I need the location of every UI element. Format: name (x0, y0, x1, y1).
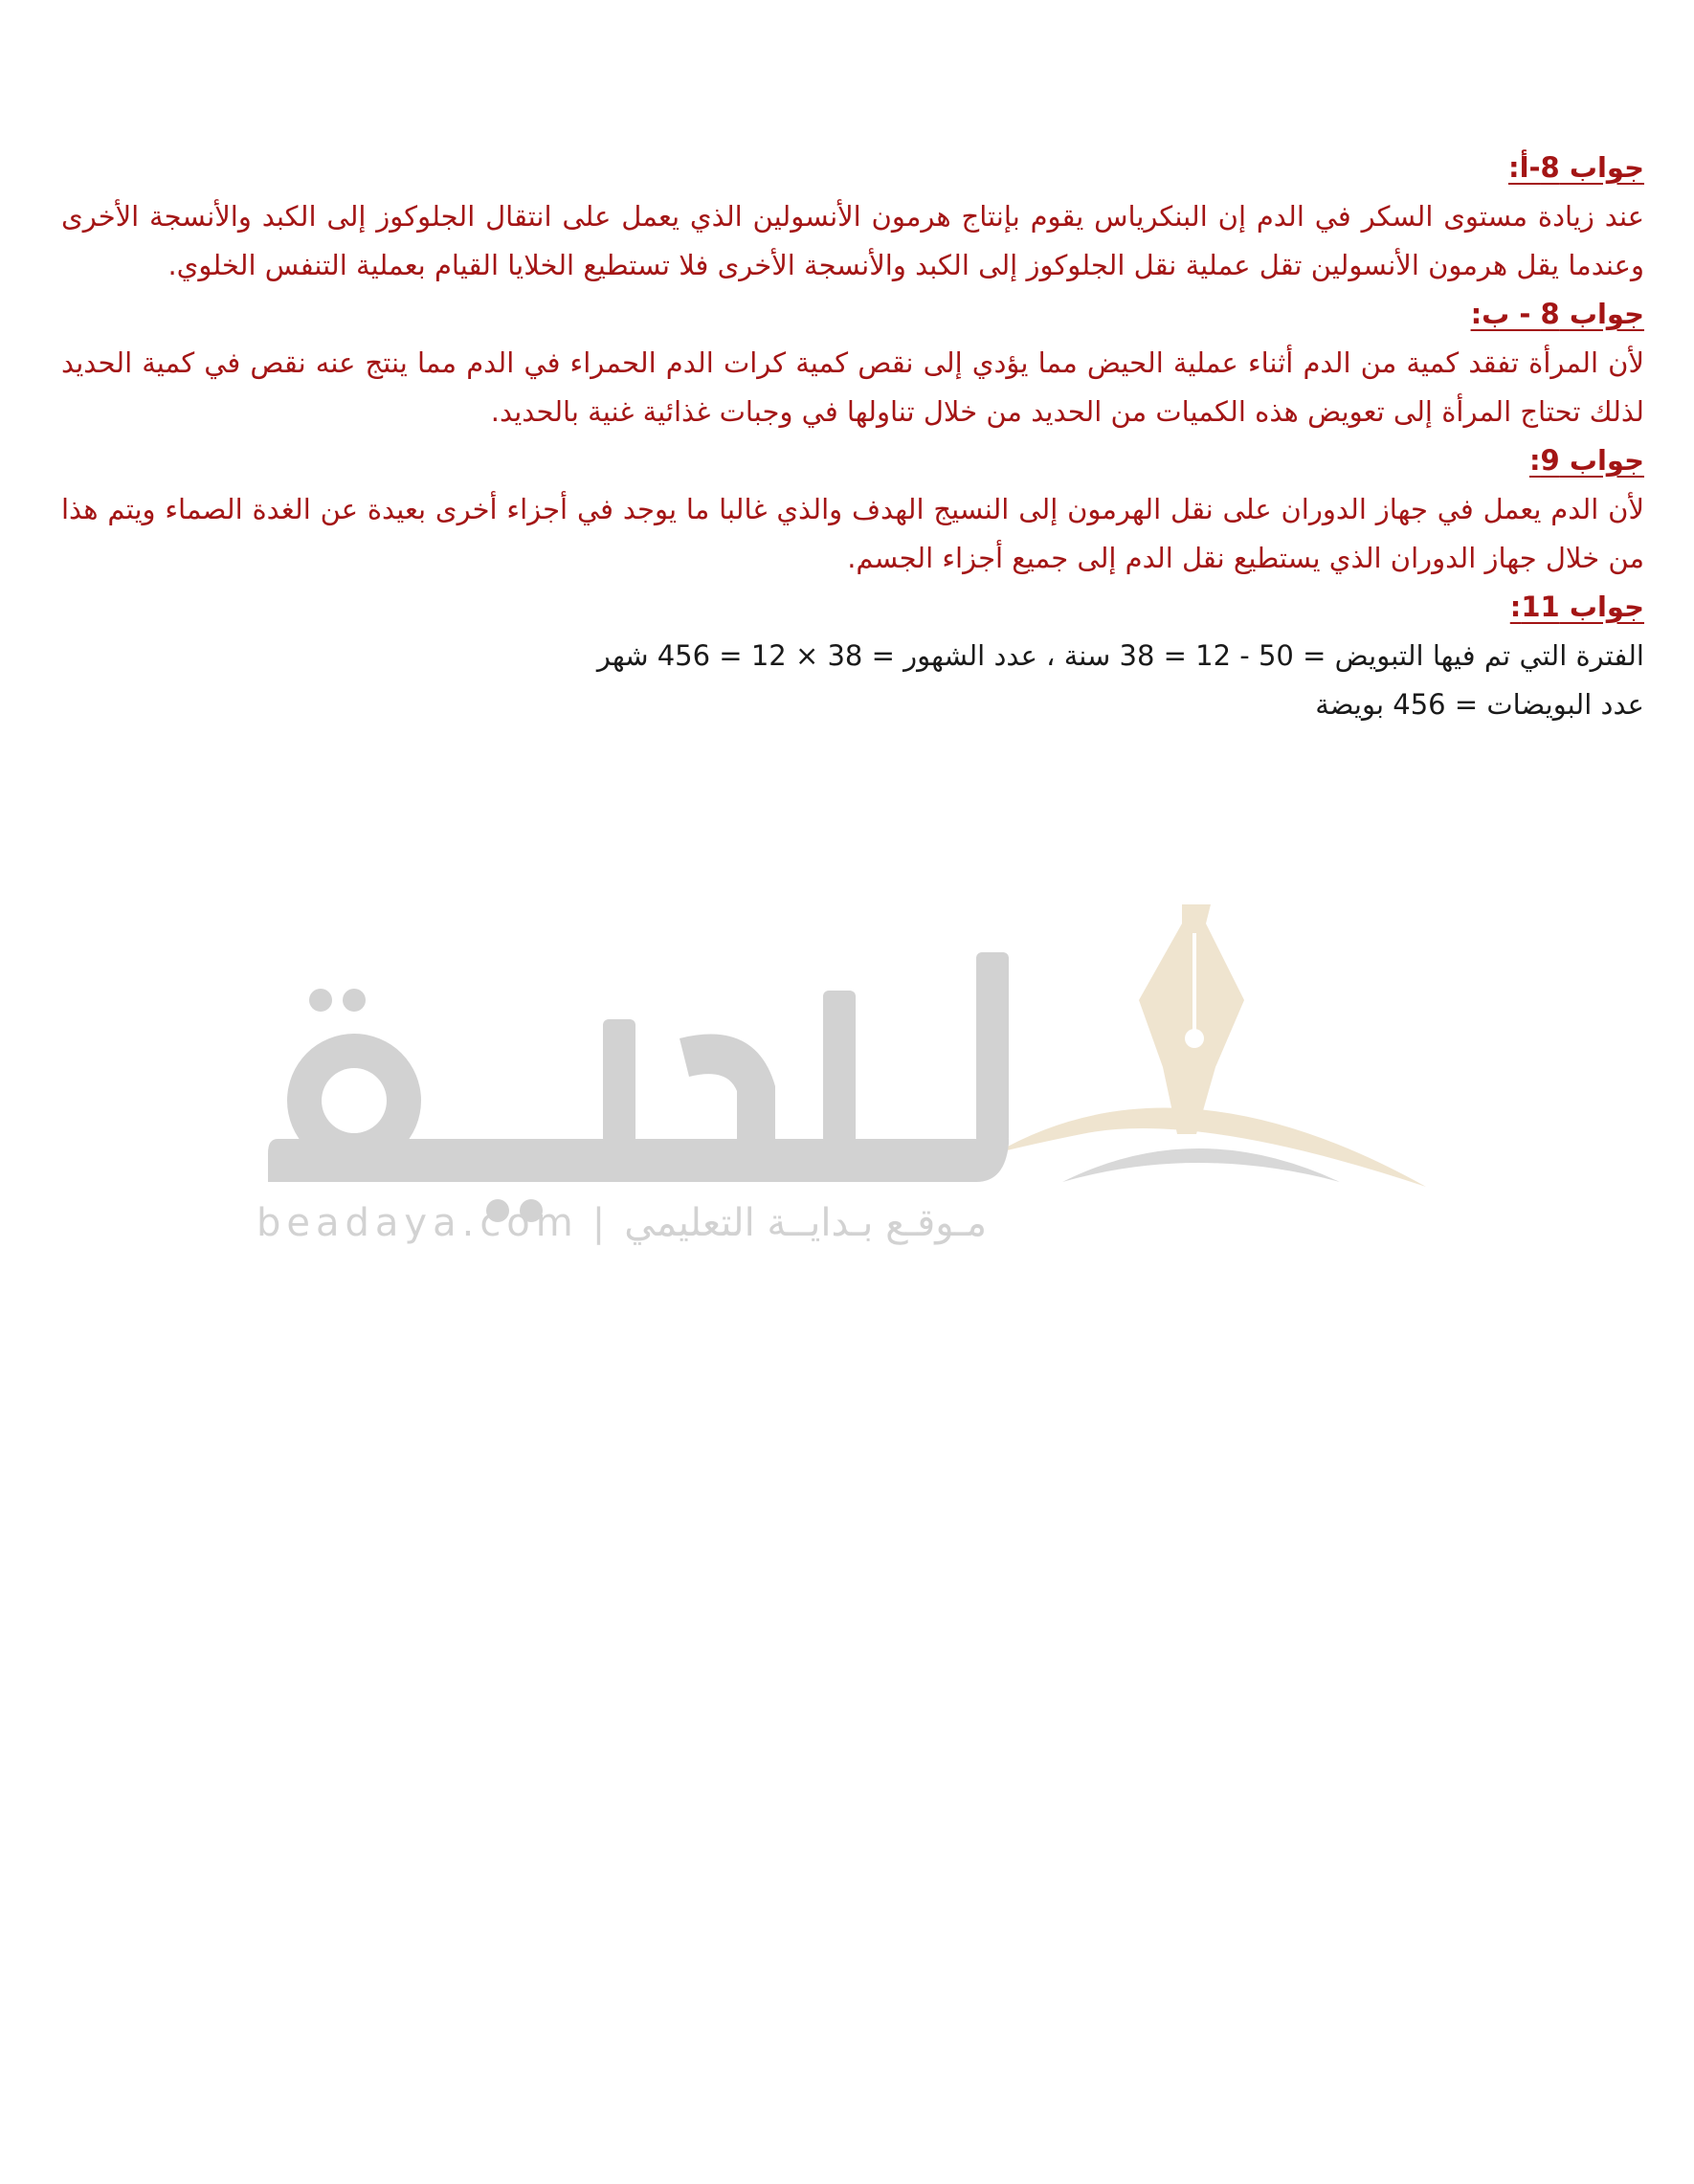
swoosh-shape (995, 1108, 1426, 1187)
answer-heading: جواب 8 - ب: (1470, 298, 1644, 330)
answer-heading: جواب 8-أ: (1507, 151, 1644, 184)
egg-count-calculation: عدد البويضات = 456 بويضة (1315, 688, 1644, 721)
watermark-caption (256, 1201, 987, 1245)
watermark-separator: | (591, 1201, 612, 1245)
answer-8b (61, 290, 1644, 436)
answer-9 (61, 436, 1644, 583)
answer-heading: جواب 9: (1528, 444, 1644, 477)
watermark-tagline: مـوقـع بـدايــة التعليمي (624, 1201, 988, 1245)
answer-11 (61, 583, 1644, 729)
ovulation-period-calculation: الفترة التي تم فيها التبويض = 50 - 12 = 38 سنة ، عدد الشهور = 38 × 12 = 456 شهر (596, 639, 1644, 672)
watermark-url: beadaya.com (256, 1201, 579, 1245)
pen-nib-icon (1139, 904, 1244, 1134)
answer-8a (61, 144, 1644, 290)
answers-content (61, 144, 1644, 729)
beadaya-watermark-logo (239, 895, 1436, 1239)
answer-text: لأن المرأة تفقد كمية من الدم أثناء عملية الحيض مما يؤدي إلى نقص كمية كرات الدم الحمراء في الدم مما ينتج عنه نقص في كمية الحديد لذلك تحتاج المرأة إلى تعويض هذه الكميات من الحديد من خلال تناولها في وجبات غذائية غنية بالحديد. (61, 346, 1644, 428)
answer-heading: جواب 11: (1509, 591, 1644, 623)
answer-text: عند زيادة مستوى السكر في الدم إن البنكرياس يقوم بإنتاج هرمون الأنسولين الذي يعمل على انتقال الجلوكوز إلى الكبد والأنسجة الأخرى وعندما يقل هرمون الأنسولين تقل عملية نقل الجلوكوز إلى الكبد والأنسجة الأخرى فلا تستطيع الخلايا القيام بعملية التنفس الخلوي. (61, 200, 1644, 281)
answer-text: لأن الدم يعمل في جهاز الدوران على نقل الهرمون إلى النسيج الهدف والذي غالبا ما يوجد في أجزاء أخرى بعيدة عن الغدة الصماء ويتم هذا من خلال جهاز الدوران الذي يستطيع نقل الدم إلى جميع أجزاء الجسم. (61, 493, 1644, 574)
